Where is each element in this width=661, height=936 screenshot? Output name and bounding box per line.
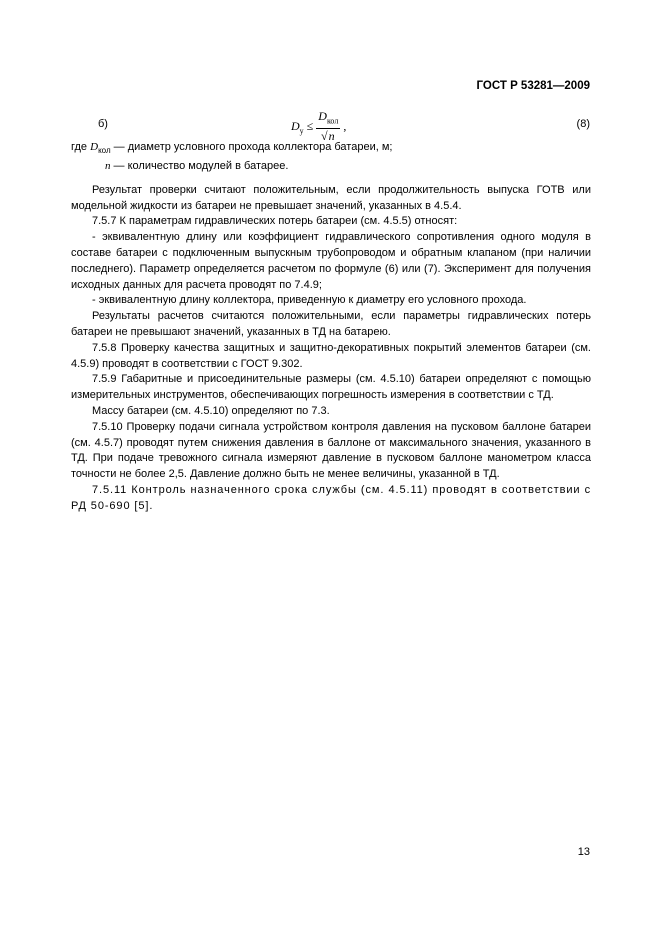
paragraph: 7.5.7 К параметрам гидравлических потерь батареи (см. 4.5.5) относят:	[92, 215, 458, 228]
paragraph: 7.5.11 Контроль назначенного срока службы (см. 4.5.11) проводят в соответствии с РД 50-690 [5].	[71, 483, 591, 512]
formula-denominator: √n	[320, 129, 335, 144]
page-number: 13	[577, 846, 590, 858]
where-line-2: n — количество модулей в батарее.	[105, 159, 289, 172]
paragraph: Результаты расчетов считаются положительными, если параметры гидравлических потерь батареи не превышают значений, указанных в ТД на батарею.	[71, 310, 591, 338]
formula-item-letter: б)	[98, 118, 108, 130]
paragraph: 7.5.10 Проверку подачи сигнала устройством контроля давления на пусковом баллоне батареи (см. 4.5.7) проводят путем снижения давления в баллоне от максимального значения, указанного в ТД. При подаче тревожного сигнала измеряют давление в пусковом баллоне манометром класса точности не более 2,5. Давление должно быть не менее величины, указанной в ТД.	[71, 420, 591, 481]
body-text	[71, 140, 591, 515]
where-line-1: где $D_{кол}$ — диаметр условного прохода коллектора батареи, м;	[71, 141, 393, 156]
paragraph: 7.5.9 Габаритные и присоединительные размеры (см. 4.5.10) батареи определяют с помощью измерительных инструментов, обеспечивающих погрешность измерения в соответствии с ТД.	[71, 373, 591, 402]
formula-8	[291, 110, 346, 143]
formula-fraction	[316, 110, 340, 143]
paragraph: Массу батареи (см. 4.5.10) определяют по 7.3.	[92, 404, 330, 417]
formula-relation: ≤	[306, 119, 314, 134]
paragraph: Результат проверки считают положительным, если продолжительность выпуска ГОТВ или модельной жидкости из батареи не превышает значений, указанных в 4.5.4.	[71, 183, 591, 212]
formula-trailing: ,	[343, 119, 347, 134]
paragraph: 7.5.8 Проверку качества защитных и защитно-декоративных покрытий элементов батареи (см. 4.5.9) проводят в соответствии с ГОСТ 9.302.	[71, 341, 591, 370]
paragraph: - эквивалентную длину коллектора, приведенную к диаметру его условного прохода.	[92, 294, 527, 307]
paragraph: - эквивалентную длину или коэффициент гидравлического сопротивления одного модуля в составе батареи с подключенным выпускным трубопроводом и обратным клапаном (при наличии последнего). Параметр определяется расчетом по формуле (6) или (7). Эксперимент для получения исходных данных для расчета проводят по 7.4.9;	[71, 231, 591, 291]
formula-lhs: $D_у$	[291, 118, 304, 135]
formula-number: (8)	[576, 118, 590, 130]
document-header: ГОСТ Р 53281—2009	[476, 80, 590, 92]
formula-numerator: $D_{кол}$	[316, 110, 340, 129]
